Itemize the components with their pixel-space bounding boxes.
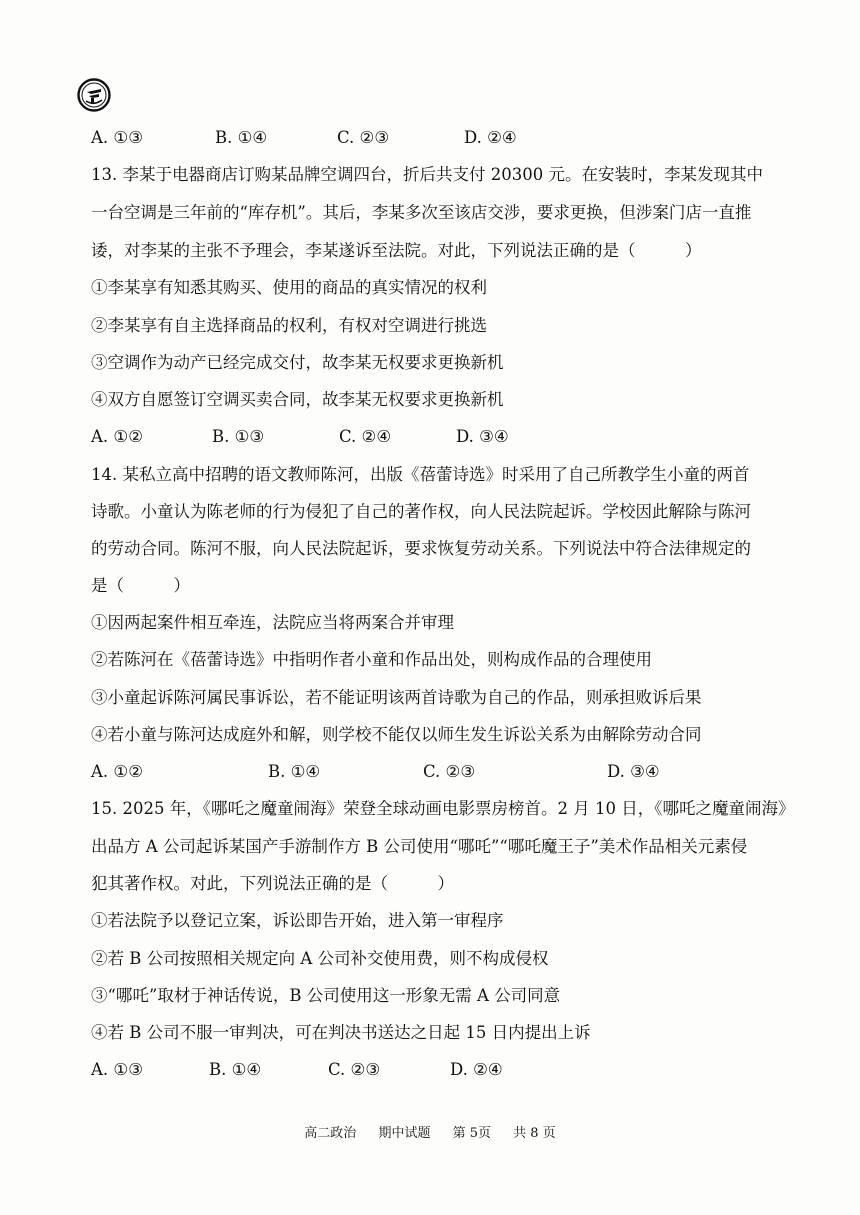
q13-option-c: C. ②④ xyxy=(339,427,392,446)
q15-stem-line-3: 犯其著作权。对此，下列说法正确的是（ ） xyxy=(91,874,454,893)
q15-statement-4: ④若 B 公司不服一审判决，可在判决书送达之日起 15 日内提出上诉 xyxy=(91,1023,591,1042)
q15-stem-line-2: 出品方 A 公司起诉某国产手游制作方 B 公司使用“哪吒”“哪吒魔王子”美术作品相关元素侵 xyxy=(91,837,748,856)
q12-option-b: B. ①④ xyxy=(215,128,268,147)
q12-option-a: A. ①③ xyxy=(91,128,143,147)
q15-statement-2: ②若 B 公司按照相关规定向 A 公司补交使用费，则不构成侵权 xyxy=(91,949,549,968)
q13-statement-3: ③空调作为动产已经完成交付，故李某无权要求更换新机 xyxy=(91,353,504,372)
q13-option-a: A. ①② xyxy=(91,427,143,446)
q14-option-b: B. ①④ xyxy=(268,762,321,781)
q14-statement-3: ③小童起诉陈河属民事诉讼，若不能证明该两首诗歌为自己的作品，则承担败诉后果 xyxy=(91,688,702,707)
q15-option-a: A. ①③ xyxy=(91,1060,143,1079)
footer-exam: 期中试题 xyxy=(378,1126,431,1141)
q14-option-d: D. ③④ xyxy=(607,762,660,781)
q14-statement-1: ①因两起案件相互牵连，法院应当将两案合并审理 xyxy=(91,613,454,632)
q13-stem-line-1: 13. 李某于电器商店订购某品牌空调四台，折后共支付 20300 元。在安装时，李某发现其中 xyxy=(91,165,763,184)
q14-statement-4: ④若小童与陈河达成庭外和解，则学校不能仅以师生发生诉讼关系为由解除劳动合同 xyxy=(91,725,702,744)
q13-option-d: D. ③④ xyxy=(456,427,509,446)
q15-option-d: D. ②④ xyxy=(450,1060,503,1079)
q15-statement-1: ①若法院予以登记立案，诉讼即告开始，进入第一审程序 xyxy=(91,911,504,930)
q12-option-d: D. ②④ xyxy=(464,128,517,147)
q13-option-b: B. ①③ xyxy=(212,427,265,446)
q14-stem-line-4: 是（ ） xyxy=(91,576,190,595)
q13-stem-line-3: 诿，对李某的主张不予理会，李某遂诉至法院。对此，下列说法正确的是（ ） xyxy=(91,241,702,260)
footer-total-pages: 共 8 页 xyxy=(513,1126,556,1141)
q14-option-c: C. ②③ xyxy=(423,762,476,781)
q13-statement-2: ②李某享有自主选择商品的权利，有权对空调进行挑选 xyxy=(91,316,487,335)
q13-stem-line-2: 一台空调是三年前的“库存机”。其后，李某多次至该店交涉，要求更换，但涉案门店一直推 xyxy=(91,203,752,222)
page-footer xyxy=(0,1122,860,1141)
school-logo-icon xyxy=(77,78,111,112)
q13-statement-4: ④双方自愿签订空调买卖合同，故李某无权要求更换新机 xyxy=(91,390,504,409)
q12-option-c: C. ②③ xyxy=(337,128,390,147)
footer-course: 高二政治 xyxy=(304,1126,357,1141)
q15-option-c: C. ②③ xyxy=(328,1060,381,1079)
q14-stem-line-3: 的劳动合同。陈河不服，向人民法院起诉，要求恢复劳动关系。下列说法中符合法律规定的 xyxy=(91,539,751,558)
q15-option-b: B. ①④ xyxy=(209,1060,262,1079)
q14-statement-2: ②若陈河在《蓓蕾诗选》中指明作者小童和作品出处，则构成作品的合理使用 xyxy=(91,650,652,669)
q15-stem-line-1: 15. 2025 年，《哪吒之魔童闹海》荣登全球动画电影票房榜首。2 月 10 日，《哪吒之魔童闹海》 xyxy=(91,799,795,818)
q13-statement-1: ①李某享有知悉其购买、使用的商品的真实情况的权利 xyxy=(91,278,487,297)
footer-page-number: 第 5页 xyxy=(452,1126,492,1141)
q14-stem-line-2: 诗歌。小童认为陈老师的行为侵犯了自己的著作权，向人民法院起诉。学校因此解除与陈河 xyxy=(91,502,751,521)
q14-stem-line-1: 14. 某私立高中招聘的语文教师陈河，出版《蓓蕾诗选》时采用了自己所教学生小童的两首 xyxy=(91,465,750,484)
q15-statement-3: ③“哪吒”取材于神话传说，B 公司使用这一形象无需 A 公司同意 xyxy=(91,986,561,1005)
q14-option-a: A. ①② xyxy=(91,762,143,781)
